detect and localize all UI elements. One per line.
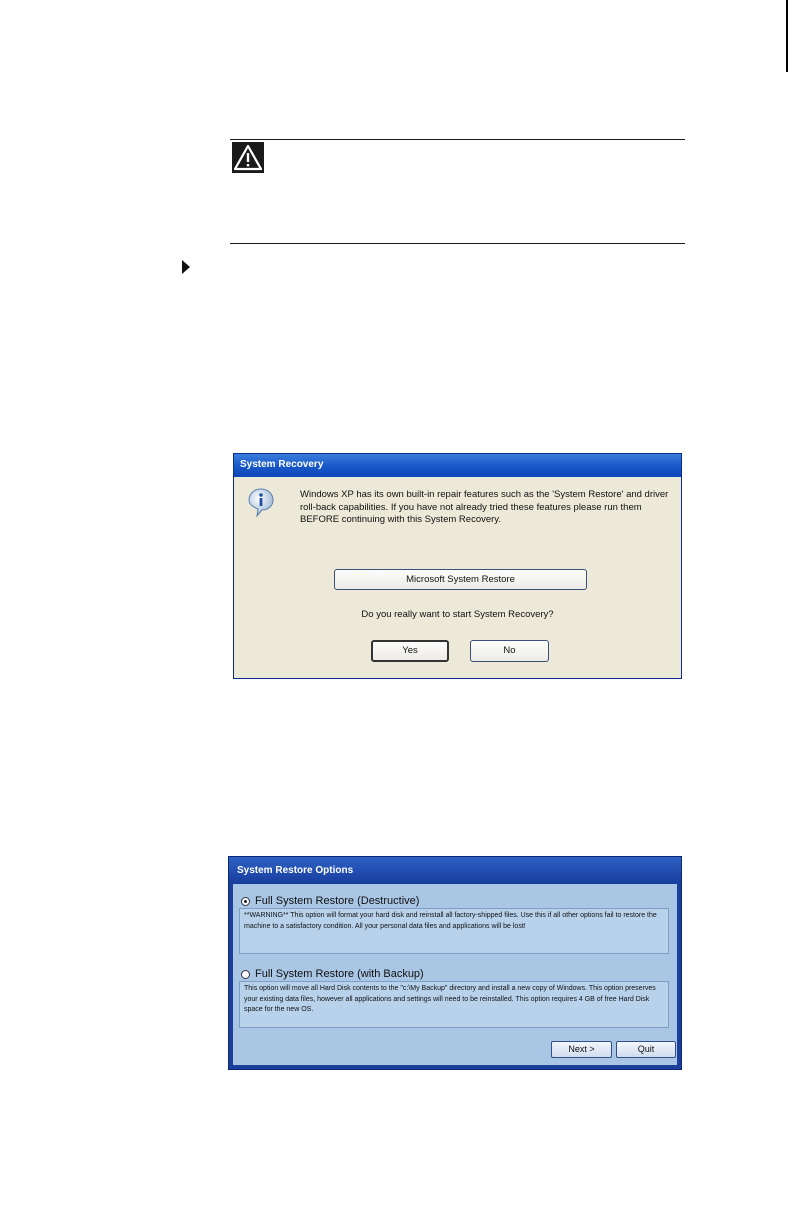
microsoft-system-restore-button[interactable]: Microsoft System Restore (334, 569, 587, 590)
option-description: **WARNING** This option will format your hard disk and reinstall all factory-shipped files. Use this if all other options fail to restore the machine to a satisfactory condition. All your personal data files and applications will be lost! (239, 908, 669, 954)
dialog-titlebar (234, 454, 681, 477)
dialog-title: System Recovery (240, 459, 324, 470)
option-with-backup[interactable] (241, 968, 424, 980)
page-edge-tab-rule (786, 0, 788, 72)
quit-button[interactable]: Quit (616, 1041, 676, 1058)
caution-bottom-rule (230, 243, 685, 244)
option-description: This option will move all Hard Disk contents to the "c:\My Backup" directory and install a new copy of Windows. This option preserves your existing data files, however all applications and settings will need to be reinstalled. This option requires 4 GB of free Hard Disk space for the new OS. (239, 981, 669, 1028)
yes-button[interactable]: Yes (371, 640, 449, 662)
radio-with-backup[interactable] (241, 970, 250, 979)
info-icon (247, 487, 275, 522)
no-button[interactable]: No (470, 640, 549, 662)
recovery-message: Windows XP has its own built-in repair features such as the 'System Restore' and driver roll-back capabilities. If you have not already tried these features please run them BEFORE continuing with this System Recovery. (300, 489, 669, 525)
dialog-title: System Restore Options (237, 865, 354, 876)
system-recovery-dialog (233, 453, 682, 679)
next-button[interactable]: Next > (551, 1041, 612, 1058)
option-label: Full System Restore (with Backup) (255, 968, 424, 980)
system-restore-options-dialog (228, 856, 682, 1070)
right-triangle-icon (182, 260, 190, 279)
dialog-titlebar (229, 857, 681, 884)
option-label: Full System Restore (Destructive) (255, 895, 420, 907)
caution-top-rule (230, 139, 685, 140)
options-panel (233, 884, 677, 1065)
radio-destructive[interactable] (241, 897, 250, 906)
option-destructive[interactable] (241, 895, 419, 907)
recovery-question: Do you really want to start System Recovery? (361, 609, 554, 620)
warning-triangle-icon (232, 142, 264, 173)
